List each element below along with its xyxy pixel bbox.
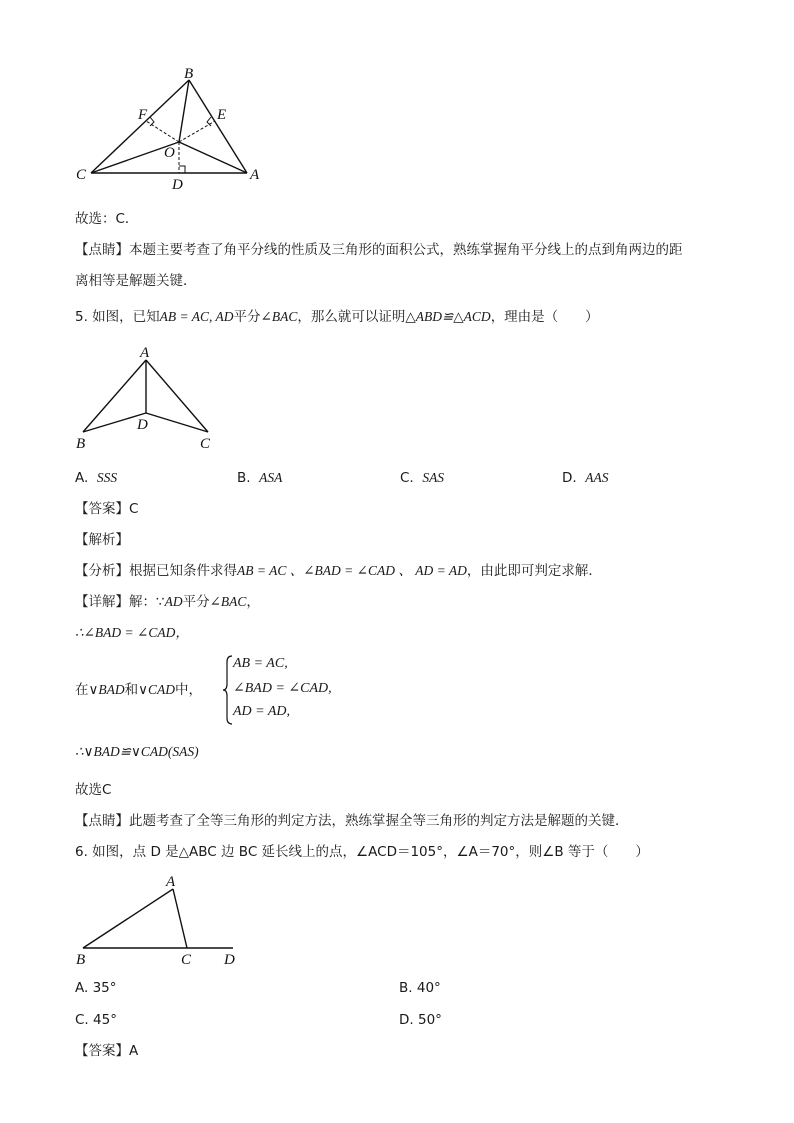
q5-analysis-prefix: 【分析】根据已知条件求得 <box>75 563 237 579</box>
q6-option-c[interactable] <box>75 1010 117 1030</box>
q5-detail-mid: 平分 <box>182 594 210 610</box>
q5-fig-label-B: B <box>76 436 86 452</box>
q6-option-c-letter: C. <box>75 1012 89 1028</box>
prev-comment-line-2: 离相等是解题关键． <box>75 273 197 289</box>
q5-option-a[interactable] <box>75 468 117 488</box>
q5-stem-suffix: ，理由是（ ） <box>490 309 599 325</box>
q6-fig-label-D: D <box>224 952 235 968</box>
q6-triangle-figure <box>70 868 250 970</box>
q5-brace-row-3: AD = AD, <box>233 704 291 719</box>
prev-comment-line-1: 【点睛】本题主要考查了角平分线的性质及三角形的面积公式，熟练掌握角平分线上的点到角两边的距 <box>75 242 683 258</box>
q5-in-suffix: 中， <box>175 682 203 698</box>
q5-option-c-text: SAS <box>422 470 445 485</box>
q5-conclusion: ∴∨BAD≌∨CAD(SAS) <box>75 744 199 759</box>
q5-analysis-suffix: ，由此即可判定求解． <box>466 563 602 579</box>
q6-option-d[interactable] <box>399 1010 442 1030</box>
q5-option-d[interactable] <box>562 468 609 488</box>
q6-option-b[interactable] <box>399 978 441 998</box>
q5-answer: 【答案】C <box>75 501 139 517</box>
q5-detail-prefix: 【详解】解：∵ <box>75 594 165 610</box>
q6-answer: 【答案】A <box>75 1043 139 1059</box>
q5-option-d-text: AAS <box>585 470 609 485</box>
q6-fig-label-C: C <box>181 952 192 968</box>
q6-option-a-text: 35° <box>92 980 117 996</box>
q6-fig-label-B: B <box>76 952 86 968</box>
q5-option-a-text: SSS <box>96 470 118 485</box>
q5-option-a-letter: A. <box>75 470 89 486</box>
q6-option-c-text: 45° <box>93 1012 117 1028</box>
q5-jiexi-label: 【解析】 <box>75 532 129 548</box>
q5-option-b[interactable] <box>237 468 282 488</box>
q5-detail-math-2: ∠BAC <box>209 594 247 609</box>
q6-option-d-text: 50° <box>417 1012 442 1028</box>
fig1-label-E: E <box>217 107 227 123</box>
q5-detail-suffix: ， <box>246 594 260 610</box>
q5-option-d-letter: D. <box>562 470 577 486</box>
q5-comment: 【点睛】此题考查了全等三角形的判定方法，熟练掌握全等三角形的判定方法是解题的关键． <box>75 813 629 829</box>
q5-option-b-letter: B. <box>237 470 251 486</box>
q6-stem: 6. 如图，点 D 是△ABC 边 BC 延长线上的点，∠ACD＝105°，∠A＝70°，则∠B 等于（ ） <box>75 844 649 860</box>
q5-option-c-letter: C. <box>400 470 414 486</box>
q6-fig-label-A: A <box>166 874 176 890</box>
fig1-label-D: D <box>172 177 183 192</box>
q5-stem-math-3: △ABD≌△ACD <box>405 309 491 324</box>
q5-analysis <box>75 561 602 581</box>
q5-fig-label-C: C <box>200 436 211 452</box>
fig1-label-B: B <box>184 66 194 82</box>
q5-in-math-2: ∨CAD <box>138 682 176 697</box>
q5-detail <box>75 592 260 612</box>
q5-stem-math-2: ∠BAC <box>260 309 298 324</box>
q5-brace-row-2: ∠BAD = ∠CAD, <box>233 681 332 696</box>
q5-in-mid: 和 <box>124 682 139 698</box>
q5-option-b-text: ASA <box>259 470 283 485</box>
q5-stem-math-1: AB = AC, AD <box>159 309 234 324</box>
q5-stem-mid-2: ，那么就可以证明 <box>297 309 406 325</box>
prev-answer-line: 故选：C． <box>75 211 139 227</box>
fig1-label-A: A <box>250 167 260 183</box>
triangle-bisector-figure <box>70 62 270 192</box>
q5-option-c[interactable] <box>400 468 444 488</box>
q5-in-triangles <box>75 680 202 700</box>
fig1-label-F: F <box>138 107 148 123</box>
fig1-label-C: C <box>76 167 87 183</box>
q5-therefore-1: ∴∠BAD = ∠CAD， <box>75 625 189 640</box>
fig1-label-O: O <box>164 145 175 161</box>
q5-fig-label-A: A <box>140 345 150 361</box>
q5-stem-mid-1: 平分 <box>233 309 261 325</box>
q6-option-a-letter: A. <box>75 980 89 996</box>
q5-in-prefix: 在 <box>75 682 89 698</box>
q5-stem <box>75 307 599 327</box>
q5-triangle-figure <box>70 340 230 455</box>
q6-option-b-text: 40° <box>416 980 441 996</box>
q5-brace-row-1: AB = AC, <box>233 656 288 671</box>
q6-option-b-letter: B. <box>399 980 413 996</box>
q6-option-d-letter: D. <box>399 1012 414 1028</box>
q5-fig-label-D: D <box>137 417 148 433</box>
q5-analysis-math: AB = AC 、∠BAD = ∠CAD 、 AD = AD <box>237 563 467 578</box>
q5-choose: 故选C <box>75 782 112 798</box>
q5-stem-prefix: 5. 如图，已知 <box>75 309 160 325</box>
q5-in-math-1: ∨BAD <box>88 682 125 697</box>
q6-option-a[interactable] <box>75 978 117 998</box>
q5-detail-math-1: AD <box>164 594 183 609</box>
